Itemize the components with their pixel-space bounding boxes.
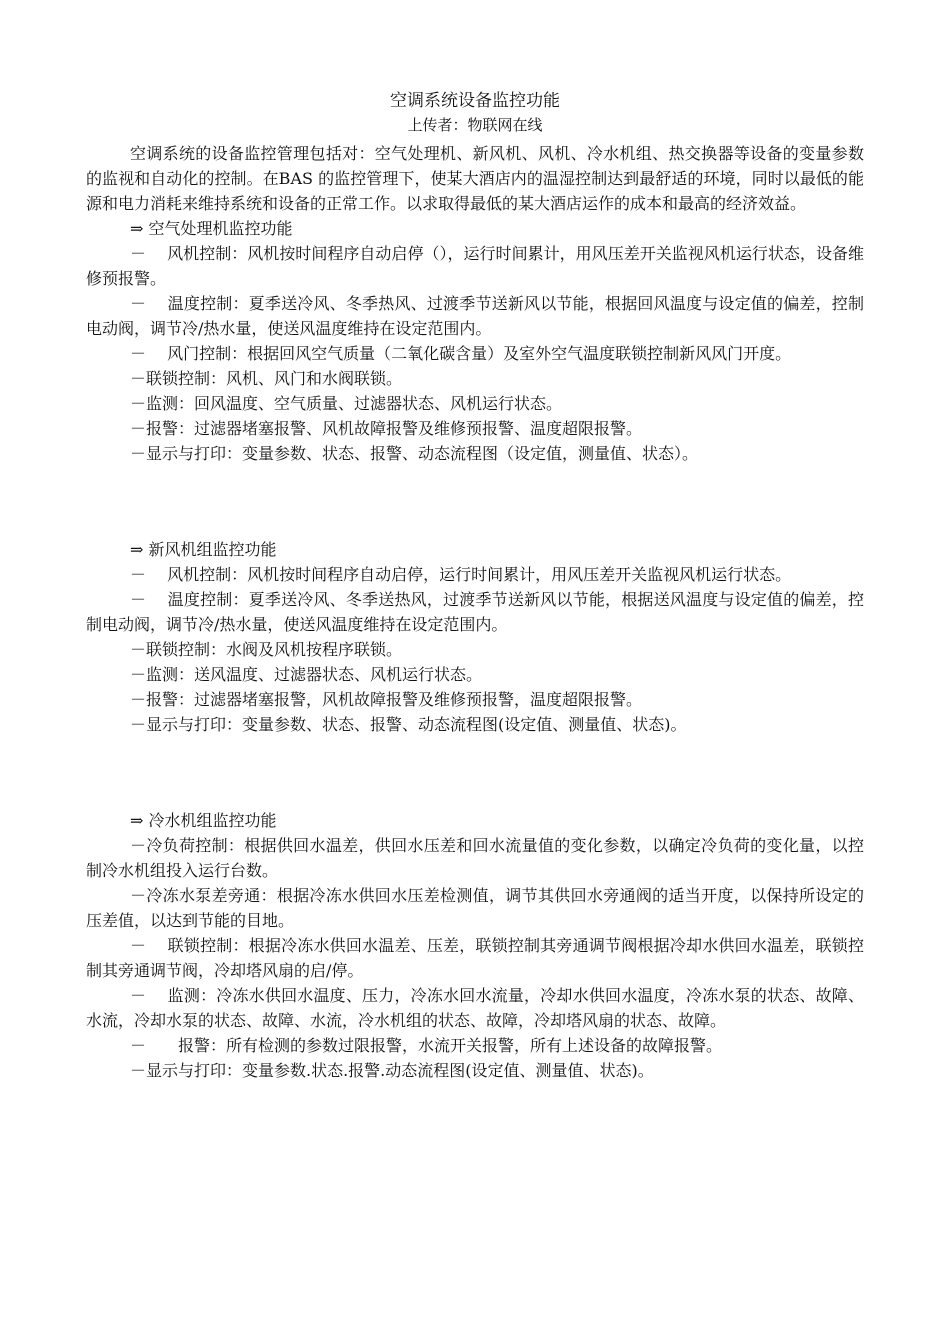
section-spacer	[86, 466, 864, 537]
list-item: －报警：过滤器堵塞报警，风机故障报警及维修预报警，温度超限报警。	[130, 690, 643, 709]
list-item: －显示与打印：变量参数、状态、报警、动态流程图(设定值、测量值、状态)。	[130, 715, 687, 734]
uploader-line: 上传者：物联网在线	[407, 116, 543, 134]
list-item: －冷负荷控制：根据供回水温差，供回水压差和回水流量值的变化参数，以确定冷负荷的变化量，以控制冷水机组投入运行台数。	[86, 836, 864, 880]
list-item: － 报警：所有检测的参数过限报警，水流开关报警，所有上述设备的故障报警。	[130, 1036, 723, 1055]
list-item: － 风门控制：根据回风空气质量（二氧化碳含量）及室外空气温度联锁控制新风风门开度。	[130, 344, 792, 363]
list-item: －监测：回风温度、空气质量、过滤器状态、风机运行状态。	[130, 394, 563, 413]
list-item: － 风机控制：风机按时间程序自动启停，运行时间累计，用风压差开关监视风机运行状态。	[130, 565, 792, 584]
list-item: －冷冻水泵差旁通：根据冷冻水供回水压差检测值，调节其供回水旁通阀的适当开度，以保持所设定的压差值，以达到节能的目地。	[86, 886, 864, 930]
list-item: －显示与打印：变量参数.状态.报警.动态流程图(设定值、测量值、状态)。	[130, 1061, 654, 1080]
list-item: － 联锁控制：根据冷冻水供回水温差、压差，联锁控制其旁通调节阀根据冷却水供回水温差，联锁控制其旁通调节阀，冷却塔风扇的启/停。	[86, 936, 864, 980]
list-item: －报警：过滤器堵塞报警、风机故障报警及维修预报警、温度超限报警。	[130, 419, 643, 438]
section-heading-chiller: ⇒ 冷水机组监控功能	[130, 811, 277, 830]
section-spacer	[86, 737, 864, 808]
section-heading-fresh-air-unit: ⇒ 新风机组监控功能	[130, 540, 277, 559]
list-item: － 监测：冷冻水供回水温度、压力，冷冻水回水流量，冷却水供回水温度，冷冻水泵的状态、故障、水流，冷却水泵的状态、故障、水流，冷水机组的状态、故障，冷却塔风扇的状态、故障。	[86, 986, 864, 1030]
list-item: －监测：送风温度、过滤器状态、风机运行状态。	[130, 665, 483, 684]
list-item: － 温度控制：夏季送冷风、冬季热风、过渡季节送新风以节能，根据回风温度与设定值的偏差，控制电动阀，调节冷/热水量，使送风温度维持在设定范围内。	[86, 294, 864, 338]
section-heading-air-handler: ⇒ 空气处理机监控功能	[130, 219, 293, 238]
intro-paragraph: 空调系统的设备监控管理包括对：空气处理机、新风机、风机、冷水机组、热交换器等设备的变量参数的监视和自动化的控制。在BAS 的监控管理下，使某大酒店内的温湿控制达到最舒适的环境，同时以最低的能源和电力消耗来维持系统和设备的正常工作。以求取得最低的某大酒店运作的成本和最高的经济效益。	[86, 144, 864, 213]
list-item: － 温度控制：夏季送冷风、冬季送热风，过渡季节送新风以节能，根据送风温度与设定值的偏差，控制电动阀，调节冷/热水量，使送风温度维持在设定范围内。	[86, 590, 864, 634]
document-title: 空调系统设备监控功能	[390, 91, 560, 111]
list-item: －联锁控制：风机、风门和水阀联锁。	[130, 369, 403, 388]
list-item: －显示与打印：变量参数、状态、报警、动态流程图（设定值，测量值、状态）。	[130, 444, 699, 463]
list-item: －联锁控制：水阀及风机按程序联锁。	[130, 640, 403, 659]
list-item: － 风机控制：风机按时间程序自动启停（），运行时间累计，用风压差开关监视风机运行状态，设备维修预报警。	[86, 244, 864, 288]
